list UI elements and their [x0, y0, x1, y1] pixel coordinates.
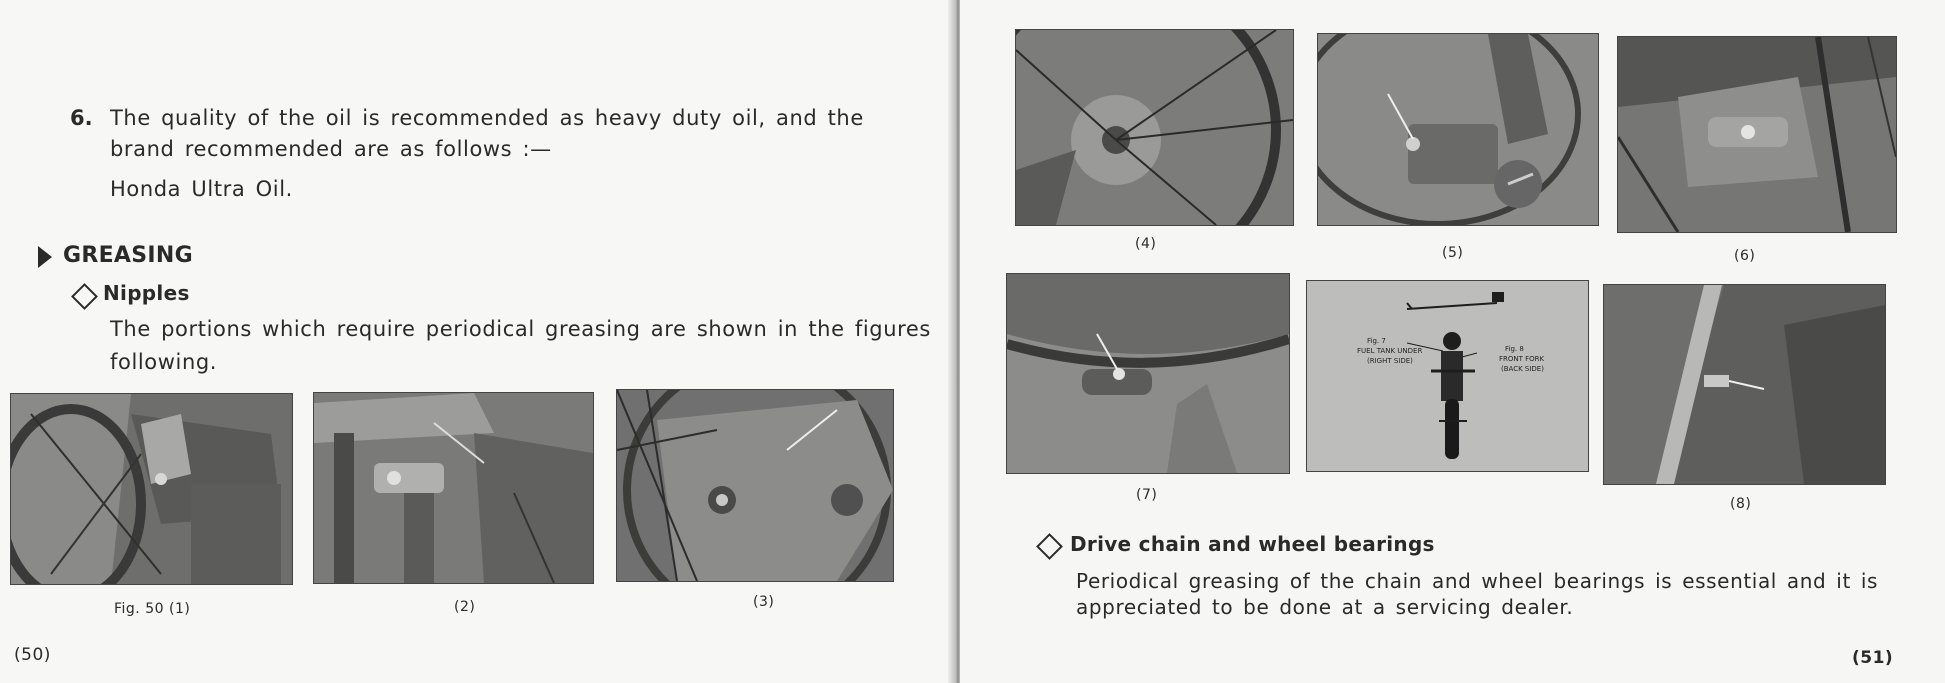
- caption-5: (5): [1442, 245, 1464, 261]
- diagram-label-fig7: Fig. 7: [1367, 337, 1386, 345]
- figure-photo-5: [1317, 33, 1599, 226]
- caption-3: (3): [753, 594, 775, 610]
- right-page: [960, 0, 1945, 683]
- figure-photo-8: [1603, 284, 1886, 485]
- oil-paragraph-line-1: The quality of the oil is recommended as heavy duty oil, and the: [110, 106, 864, 130]
- figure-photo-1: [10, 393, 293, 585]
- caption-4: (4): [1135, 236, 1157, 252]
- diamond-bullet-icon: [1036, 533, 1063, 560]
- caption-fig-50-1: Fig. 50 (1): [114, 601, 191, 617]
- caption-6: (6): [1734, 248, 1756, 264]
- nipples-text-line-1: The portions which require periodical greasing are shown in the figures: [110, 317, 931, 341]
- diamond-bullet-icon: [71, 283, 98, 310]
- diagram-label-back-side: (BACK SIDE): [1501, 365, 1544, 373]
- figure-photo-6: [1617, 36, 1897, 233]
- greasing-heading: GREASING: [63, 243, 193, 268]
- section-triangle-icon: [38, 246, 52, 268]
- item-number: 6.: [70, 106, 93, 130]
- left-page: [0, 0, 955, 683]
- diagram-label-fig8: Fig. 8: [1505, 345, 1524, 353]
- page-number-50: (50): [14, 645, 51, 665]
- diagram-label-fuel-tank: FUEL TANK UNDER: [1357, 347, 1423, 355]
- figure-diagram-motorcycle: [1306, 280, 1589, 472]
- figure-photo-7: [1006, 273, 1290, 474]
- drive-chain-text-line-1: Periodical greasing of the chain and wheel bearings is essential and it is: [1076, 569, 1879, 593]
- nipples-subheading: Nipples: [103, 281, 190, 305]
- caption-7: (7): [1136, 487, 1158, 503]
- diagram-label-front-fork: FRONT FORK: [1499, 355, 1545, 363]
- figure-photo-3: [616, 389, 894, 582]
- nipples-text-line-2: following.: [110, 350, 218, 374]
- page-number-51: (51): [1852, 648, 1894, 668]
- caption-8: (8): [1730, 496, 1752, 512]
- caption-2: (2): [454, 599, 476, 615]
- oil-paragraph-line-2: brand recommended are as follows :—: [110, 137, 552, 161]
- oil-paragraph-line-3: Honda Ultra Oil.: [110, 177, 293, 201]
- figure-photo-2: [313, 392, 594, 584]
- drive-chain-subheading: Drive chain and wheel bearings: [1070, 532, 1435, 556]
- diagram-label-right-side: (RIGHT SIDE): [1367, 357, 1413, 365]
- drive-chain-text-line-2: appreciated to be done at a servicing dealer.: [1076, 595, 1574, 619]
- figure-photo-4: [1015, 29, 1294, 226]
